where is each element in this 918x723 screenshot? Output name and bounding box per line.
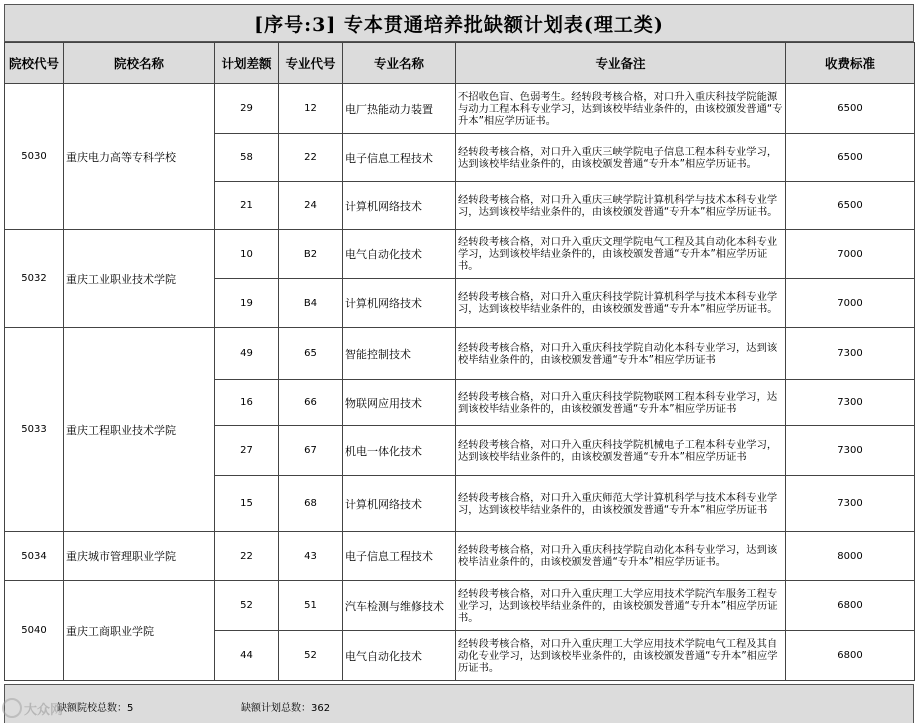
page-title: [序号:3] 专本贯通培养批缺额计划表(理工类)	[4, 4, 914, 42]
major-name: 电子信息工程技术	[343, 532, 456, 581]
header-plan-gap: 计划差额	[215, 43, 279, 84]
major-code: B4	[279, 279, 343, 328]
major-note: 经转段考核合格，对口升入重庆文理学院电气工程及其自动化本科专业学习，达到该校毕结业条件的，由该校颁发普通“专升本”相应学历证书。	[456, 230, 786, 279]
major-name: 智能控制技术	[343, 328, 456, 380]
major-name: 计算机网络技术	[343, 279, 456, 328]
major-note: 经转段考核合格，对口升入重庆师范大学计算机科学与技术本科专业学习，达到该校毕结业条件的，由该校颁发普通“专升本”相应学历证书	[456, 476, 786, 532]
major-name: 电厂热能动力装置	[343, 84, 456, 134]
fee: 7300	[786, 426, 915, 476]
school-code: 5032	[5, 230, 64, 328]
plan-gap: 22	[215, 532, 279, 581]
summary-footer	[4, 684, 914, 723]
major-code: 67	[279, 426, 343, 476]
fee: 7300	[786, 380, 915, 426]
school-code: 5030	[5, 84, 64, 230]
major-code: 12	[279, 84, 343, 134]
table-row	[5, 230, 915, 279]
watermark-text: 大众网	[24, 703, 64, 718]
plan-gap: 49	[215, 328, 279, 380]
header-major-note: 专业备注	[456, 43, 786, 84]
fee: 6500	[786, 134, 915, 182]
fee: 6500	[786, 84, 915, 134]
school-code: 5040	[5, 581, 64, 681]
major-code: 43	[279, 532, 343, 581]
major-name: 电子信息工程技术	[343, 134, 456, 182]
fee: 6500	[786, 182, 915, 230]
major-name: 计算机网络技术	[343, 476, 456, 532]
school-name: 重庆工业职业技术学院	[64, 230, 215, 328]
plan-gap: 27	[215, 426, 279, 476]
watermark-logo	[2, 696, 68, 720]
plan-gap: 58	[215, 134, 279, 182]
major-code: 24	[279, 182, 343, 230]
major-code: B2	[279, 230, 343, 279]
plan-gap: 44	[215, 631, 279, 681]
plan-gap: 52	[215, 581, 279, 631]
major-note: 经转段考核合格，对口升入重庆三峡学院电子信息工程本科专业学习，达到该校毕结业条件的，由该校颁发普通“专升本”相应学历证书。	[456, 134, 786, 182]
major-note: 经转段考核合格，对口升入重庆理工大学应用技术学院汽车服务工程专业学习，达到该校毕结业条件的，由该校颁发普通“专升本”相应学历证书。	[456, 581, 786, 631]
header-major-code: 专业代号	[279, 43, 343, 84]
major-name: 物联网应用技术	[343, 380, 456, 426]
header-major-name: 专业名称	[343, 43, 456, 84]
header-fee: 收费标准	[786, 43, 915, 84]
table-row	[5, 532, 915, 581]
total-plan: 缺额计划总数：362	[241, 703, 331, 714]
major-note: 不招收色盲、色弱考生。经转段考核合格，对口升入重庆科技学院能源与动力工程本科专业学习，达到该校毕结业条件的，由该校颁发普通“专升本”相应学历证书。	[456, 84, 786, 134]
table-row	[5, 581, 915, 631]
plan-gap: 10	[215, 230, 279, 279]
header-row	[5, 43, 915, 84]
major-code: 52	[279, 631, 343, 681]
major-name: 汽车检测与维修技术	[343, 581, 456, 631]
major-name: 机电一体化技术	[343, 426, 456, 476]
fee: 6800	[786, 631, 915, 681]
school-name: 重庆城市管理职业学院	[64, 532, 215, 581]
major-name: 电气自动化技术	[343, 230, 456, 279]
major-note: 经转段考核合格，对口升入重庆理工大学应用技术学院电气工程及其自动化专业学习，达到该校毕业条件的，由该校颁发普通“专升本”相应学历证书。	[456, 631, 786, 681]
major-code: 51	[279, 581, 343, 631]
school-name: 重庆工程职业技术学院	[64, 328, 215, 532]
fee: 7000	[786, 279, 915, 328]
major-name: 计算机网络技术	[343, 182, 456, 230]
total-schools: 缺额院校总数：5	[57, 703, 134, 714]
fee: 7300	[786, 476, 915, 532]
table-row	[5, 328, 915, 380]
plan-gap: 29	[215, 84, 279, 134]
major-name: 电气自动化技术	[343, 631, 456, 681]
school-name: 重庆工商职业学院	[64, 581, 215, 681]
major-note: 经转段考核合格，对口升入重庆三峡学院计算机科学与技术本科专业学习，达到该校毕结业条件的，由该校颁发普通“专升本”相应学历证书。	[456, 182, 786, 230]
table-row	[5, 84, 915, 134]
major-note: 经转段考核合格，对口升入重庆科技学院物联网工程本科专业学习，达到该校毕结业条件的，由该校颁发普通“专升本”相应学历证书	[456, 380, 786, 426]
plan-gap: 15	[215, 476, 279, 532]
plan-table	[4, 42, 915, 681]
major-note: 经转段考核合格，对口升入重庆科技学院计算机科学与技术本科专业学习，达到该校毕结业条件的，由该校颁发普通“专升本”相应学历证书。	[456, 279, 786, 328]
plan-gap: 21	[215, 182, 279, 230]
major-code: 68	[279, 476, 343, 532]
header-school-code: 院校代号	[5, 43, 64, 84]
fee: 7000	[786, 230, 915, 279]
plan-gap: 16	[215, 380, 279, 426]
school-code: 5033	[5, 328, 64, 532]
major-code: 22	[279, 134, 343, 182]
plan-gap: 19	[215, 279, 279, 328]
fee: 8000	[786, 532, 915, 581]
major-note: 经转段考核合格，对口升入重庆科技学院机械电子工程本科专业学习，达到该校毕结业条件的，由该校颁发普通“专升本”相应学历证书	[456, 426, 786, 476]
fee: 7300	[786, 328, 915, 380]
school-code: 5034	[5, 532, 64, 581]
major-note: 经转段考核合格，对口升入重庆科技学院自动化本科专业学习，达到该校毕结业条件的，由该校颁发普通“专升本”相应学历证书	[456, 328, 786, 380]
watermark-ring-icon	[2, 698, 22, 718]
fee: 6800	[786, 581, 915, 631]
major-note: 经转段考核合格，对口升入重庆科技学院自动化本科专业学习，达到该校毕洁业条件的，由该校颁发普通“专升本”相应学历证书。	[456, 532, 786, 581]
major-code: 66	[279, 380, 343, 426]
header-school-name: 院校名称	[64, 43, 215, 84]
school-name: 重庆电力高等专科学校	[64, 84, 215, 230]
major-code: 65	[279, 328, 343, 380]
